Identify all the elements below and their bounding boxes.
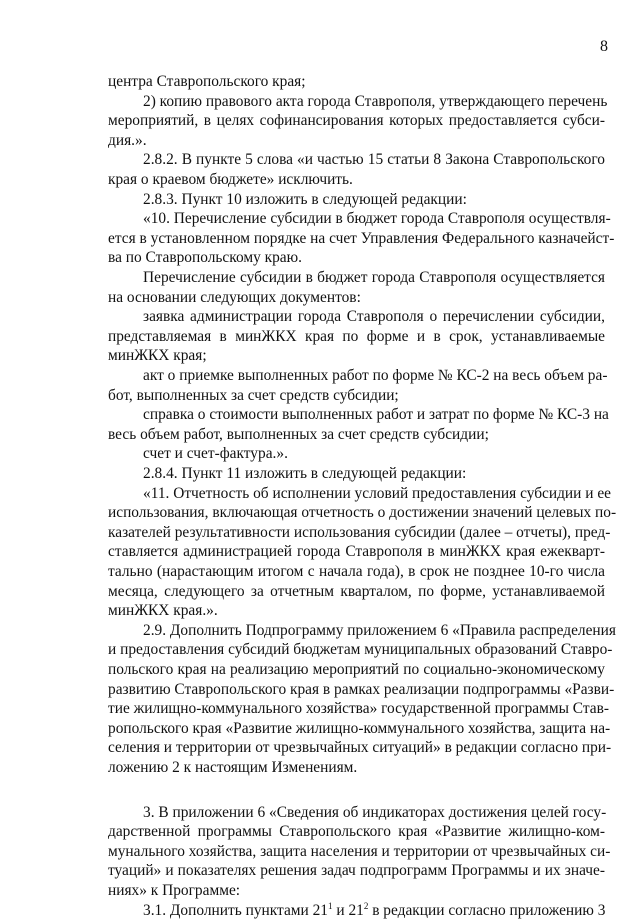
text-line: счет и счет-фактура.». (143, 445, 288, 463)
text-line: «11. Отчетность об исполнении условий предоставления субсидии и ее (143, 484, 611, 502)
last-line-text-end: в редакции согласно приложению 3 (368, 901, 606, 919)
text-line: 2.8.2. В пункте 5 слова «и частью 15 статьи 8 Закона Ставропольского (143, 151, 605, 169)
text-line: ропольского края «Развитие жилищно-коммунального хозяйства, защита на- (108, 719, 611, 737)
text-line: дарственной программы Ставропольского края «Развитие жилищно-ком- (108, 823, 605, 841)
text-line: 2.9. Дополнить Подпрограмму приложением 6 «Правила распределения (143, 621, 616, 639)
text-line: представляемая в минЖКХ края по форме и в срок, устанавливаемые (108, 327, 605, 345)
text-line: минЖКХ края; (108, 347, 207, 365)
text-line: края о краевом бюджете» исключить. (108, 171, 353, 188)
text-line: «10. Перечисление субсидии в бюджет города Ставрополя осуществля- (143, 210, 611, 228)
text-line: ложению 2 к настоящим Изменениям. (108, 759, 358, 776)
text-line: весь объем работ, выполненных за счет средств субсидии; (108, 425, 489, 443)
last-line-text-mid: и 21 (332, 901, 364, 919)
text-line: акт о приемке выполненных работ по форме № КС-2 на весь объем ра- (143, 367, 608, 384)
text-line: заявка администрации города Ставрополя о перечислении субсидии, (143, 308, 605, 326)
text-line: казателей результативности использования субсидии (далее – отчеты), пред- (108, 523, 611, 541)
text-line: 3. В приложении 6 «Сведения об индикаторах достижения целей госу- (143, 803, 607, 821)
text-line: на основании следующих документов: (108, 288, 361, 306)
text-line: ется в установленном порядке на счет Управления Федерального казначейст- (108, 229, 615, 247)
text-line: дия.». (108, 131, 147, 149)
text-line: селения и территории от чрезвычайных ситуаций» в редакции согласно при- (108, 739, 612, 757)
text-line: мероприятий, в целях софинансирования которых предоставляется субси- (108, 112, 605, 130)
text-line: тие жилищно-коммунального хозяйства» государственной программы Став- (108, 700, 609, 718)
text-line: ва по Ставропольскому краю. (108, 249, 302, 267)
text-line-last (143, 901, 605, 920)
text-line: тально (нарастающим итогом с начала года), в срок не позднее 10-го числа (108, 563, 605, 580)
text-line: бот, выполненных за счет средств субсидии; (108, 386, 399, 404)
text-line: ниях» к Программе: (108, 882, 241, 899)
superscript-1: 1 (328, 900, 333, 911)
text-line: минЖКХ края.». (108, 602, 218, 620)
text-line: Перечисление субсидии в бюджет города Ставрополя осуществляется (143, 269, 605, 286)
last-line-text: 3.1. Дополнить пунктами 21 (143, 901, 329, 919)
superscript-2: 2 (363, 900, 369, 911)
text-line: туаций» и показателях решения задач подпрограмм Программы и их значе- (108, 862, 605, 880)
text-line: развитию Ставропольского края в рамках реализации подпрограммы «Разви- (108, 680, 615, 698)
text-line: польского края на реализацию мероприятий по социально-экономическому (108, 661, 605, 678)
page-number: 8 (600, 38, 608, 55)
text-line: ставляется администрацией города Ставрополя в минЖКХ края ежекварт- (108, 543, 605, 561)
text-line: 2.8.4. Пункт 11 изложить в следующей редакции: (143, 465, 467, 482)
text-line: 2.8.3. Пункт 10 изложить в следующей редакции: (143, 190, 467, 208)
text-line: мунального хозяйства, защита населения и территории от чрезвычайных си- (108, 842, 611, 860)
text-line: месяца, следующего за отчетным кварталом, по форме, устанавливаемой (108, 582, 605, 600)
text-line: и предоставления субсидий бюджетам муниципальных образований Ставро- (108, 641, 613, 659)
text-line: использования, включающая отчетность о достижении значений целевых по- (108, 504, 617, 522)
text-line: центра Ставропольского края; (108, 73, 306, 90)
text-line: 2) копию правового акта города Ставрополя, утверждающего перечень (143, 92, 608, 110)
text-line: справка о стоимости выполненных работ и затрат по форме № КС-3 на (143, 406, 609, 424)
